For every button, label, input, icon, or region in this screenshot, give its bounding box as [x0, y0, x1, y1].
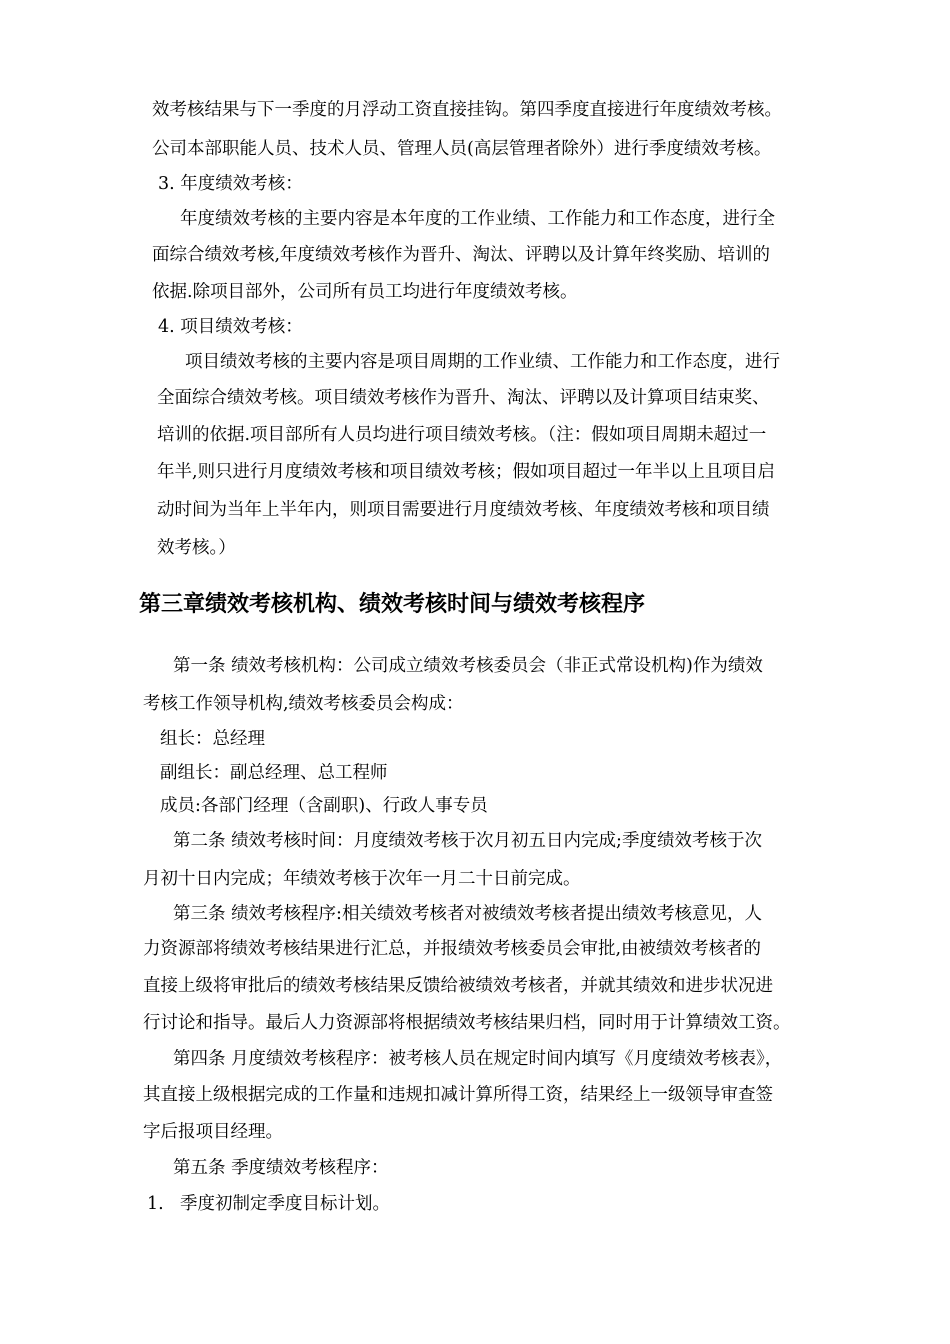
- committee-deputy: 副组长：副总经理、总工程师: [160, 763, 388, 783]
- paragraph-line: 效考核。）: [157, 538, 236, 558]
- article-4-line: 字后报项目经理。: [143, 1122, 283, 1142]
- committee-leader: 组长：总经理: [160, 729, 265, 749]
- paragraph-line: 项目绩效考核的主要内容是项目周期的工作业绩、工作能力和工作态度，进行: [185, 352, 780, 372]
- paragraph-line: 依据.除项目部外，公司所有员工均进行年度绩效考核。: [152, 282, 578, 302]
- paragraph-line: 动时间为当年上半年内，则项目需要进行月度绩效考核、年度绩效考核和项目绩: [157, 500, 770, 520]
- paragraph-line: 全面综合绩效考核。项目绩效考核作为晋升、淘汰、评聘以及计算项目结束奖、: [157, 388, 770, 408]
- paragraph-line: 培训的依据.项目部所有人员均进行项目绩效考核。（注：假如项目周期未超过一: [157, 425, 767, 445]
- article-1-line: 考核工作领导机构,绩效考核委员会构成：: [143, 694, 464, 714]
- article-4-line: 其直接上级根据完成的工作量和违规扣减计算所得工资，结果经上一级领导审查签: [143, 1085, 773, 1105]
- article-3-line: 直接上级将审批后的绩效考核结果反馈给被绩效考核者，并就其绩效和进步状况进: [143, 976, 773, 996]
- list-item-text: 季度初制定季度目标计划。: [180, 1194, 390, 1214]
- article-2-line: 月初十日内完成；年绩效考核于次年一月二十日前完成。: [143, 869, 581, 889]
- article-3-line: 第三条 绩效考核程序:相关绩效考核者对被绩效考核者提出绩效考核意见，人: [173, 904, 762, 924]
- item-title-4: 4. 项目绩效考核：: [158, 317, 303, 337]
- article-3-line: 行讨论和指导。最后人力资源部将根据绩效考核结果归档，同时用于计算绩效工资。: [143, 1013, 791, 1033]
- committee-members: 成员:各部门经理（含副职)、行政人事专员: [160, 796, 488, 816]
- article-4-line: 第四条 月度绩效考核程序：被考核人员在规定时间内填写《月度绩效考核表》，: [173, 1049, 783, 1069]
- item-title-3: 3. 年度绩效考核：: [158, 174, 303, 194]
- article-1-line: 第一条 绩效考核机构：公司成立绩效考核委员会（非正式常设机构)作为绩效: [173, 656, 763, 676]
- paragraph-line: 公司本部职能人员、技术人员、管理人员(高层管理者除外）进行季度绩效考核。: [152, 139, 772, 159]
- paragraph-line: 效考核结果与下一季度的月浮动工资直接挂钩。第四季度直接进行年度绩效考核。: [152, 100, 782, 120]
- paragraph-line: 年半,则只进行月度绩效考核和项目绩效考核；假如项目超过一年半以上且项目启: [157, 462, 776, 482]
- article-2-line: 第二条 绩效考核时间：月度绩效考核于次月初五日内完成;季度绩效考核于次: [173, 831, 762, 851]
- chapter-heading: 第三章绩效考核机构、绩效考核时间与绩效考核程序: [139, 592, 646, 617]
- article-3-line: 力资源部将绩效考核结果进行汇总，并报绩效考核委员会审批,由被绩效考核者的: [143, 939, 762, 959]
- paragraph-line: 面综合绩效考核,年度绩效考核作为晋升、淘汰、评聘以及计算年终奖励、培训的: [152, 245, 771, 265]
- article-5-line: 第五条 季度绩效考核程序：: [173, 1158, 389, 1178]
- list-number: 1.: [147, 1194, 164, 1214]
- paragraph-line: 年度绩效考核的主要内容是本年度的工作业绩、工作能力和工作态度，进行全: [180, 209, 775, 229]
